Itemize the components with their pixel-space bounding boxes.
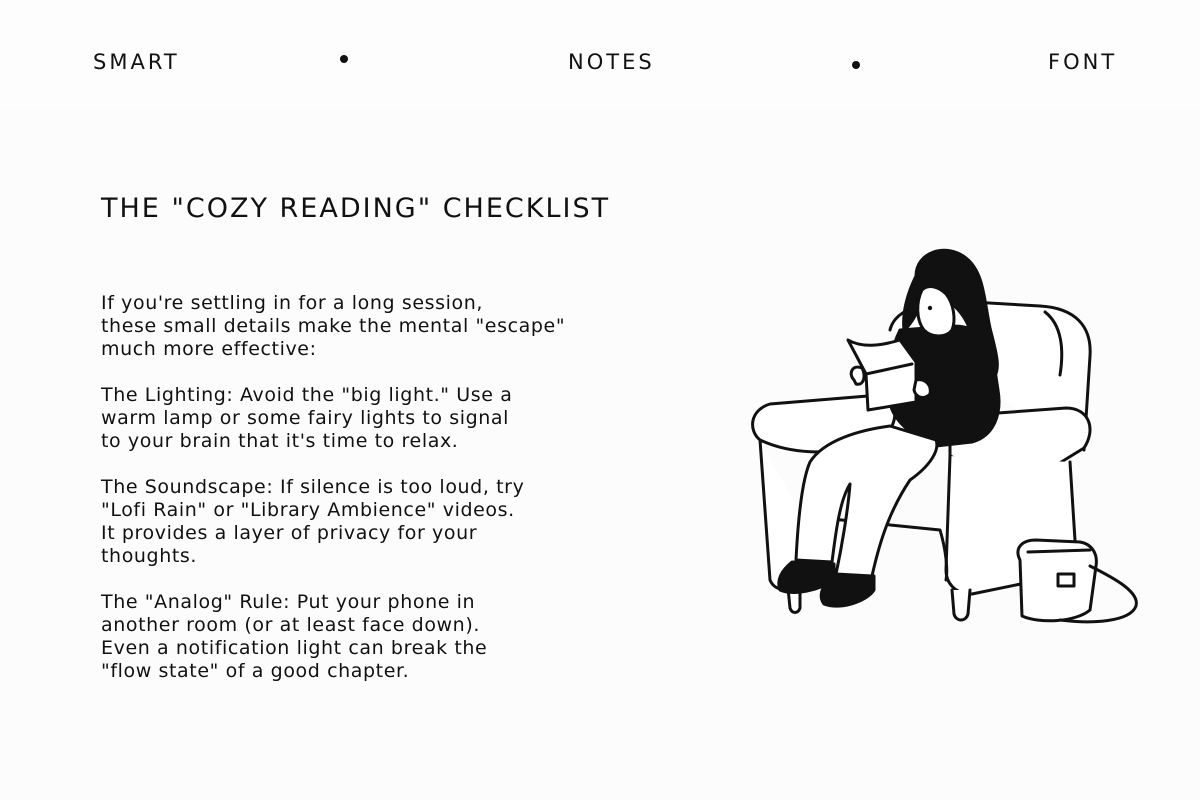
text-line: to your brain that it's time to relax. bbox=[101, 430, 459, 452]
nav-smart-label: SMART bbox=[93, 50, 180, 74]
handbag-flap bbox=[1028, 550, 1090, 552]
separator-dot-icon bbox=[852, 61, 860, 69]
intro-paragraph bbox=[101, 292, 621, 361]
separator-dot-icon bbox=[340, 55, 348, 63]
lighting-paragraph bbox=[101, 384, 621, 453]
text-line: thoughts. bbox=[101, 545, 198, 567]
nav-font-label: FONT bbox=[1048, 50, 1118, 74]
soundscape-paragraph bbox=[101, 476, 621, 568]
page-title: THE "COZY READING" CHECKLIST bbox=[101, 193, 611, 224]
text-line: The Soundscape: If silence is too loud, try bbox=[101, 476, 525, 498]
top-bar bbox=[0, 0, 1200, 110]
text-line: warm lamp or some fairy lights to signal bbox=[101, 407, 510, 429]
text-line: "Lofi Rain" or "Library Ambience" videos. bbox=[101, 499, 515, 521]
reading-woman-illustration bbox=[740, 230, 1160, 640]
text-line: much more effective: bbox=[101, 338, 317, 360]
eye-icon bbox=[928, 306, 932, 310]
text-line: these small details make the mental "escape" bbox=[101, 315, 566, 337]
handbag-clasp bbox=[1058, 574, 1074, 586]
shoe-right bbox=[821, 576, 874, 606]
text-line: The "Analog" Rule: Put your phone in bbox=[101, 591, 476, 613]
text-line: The Lighting: Avoid the "big light." Use a bbox=[101, 384, 513, 406]
text-line: It provides a layer of privacy for your bbox=[101, 522, 478, 544]
text-line: "flow state" of a good chapter. bbox=[101, 660, 410, 682]
text-line: If you're settling in for a long session, bbox=[101, 292, 483, 314]
chair-leg-right bbox=[952, 590, 970, 620]
text-line: another room (or at least face down). bbox=[101, 614, 480, 636]
hand-right bbox=[914, 380, 930, 398]
nav-notes-label: NOTES bbox=[568, 50, 655, 74]
analog-rule-paragraph bbox=[101, 591, 621, 683]
hand-left bbox=[851, 367, 864, 384]
checklist-body bbox=[101, 292, 621, 706]
text-line: Even a notification light can break the bbox=[101, 637, 488, 659]
